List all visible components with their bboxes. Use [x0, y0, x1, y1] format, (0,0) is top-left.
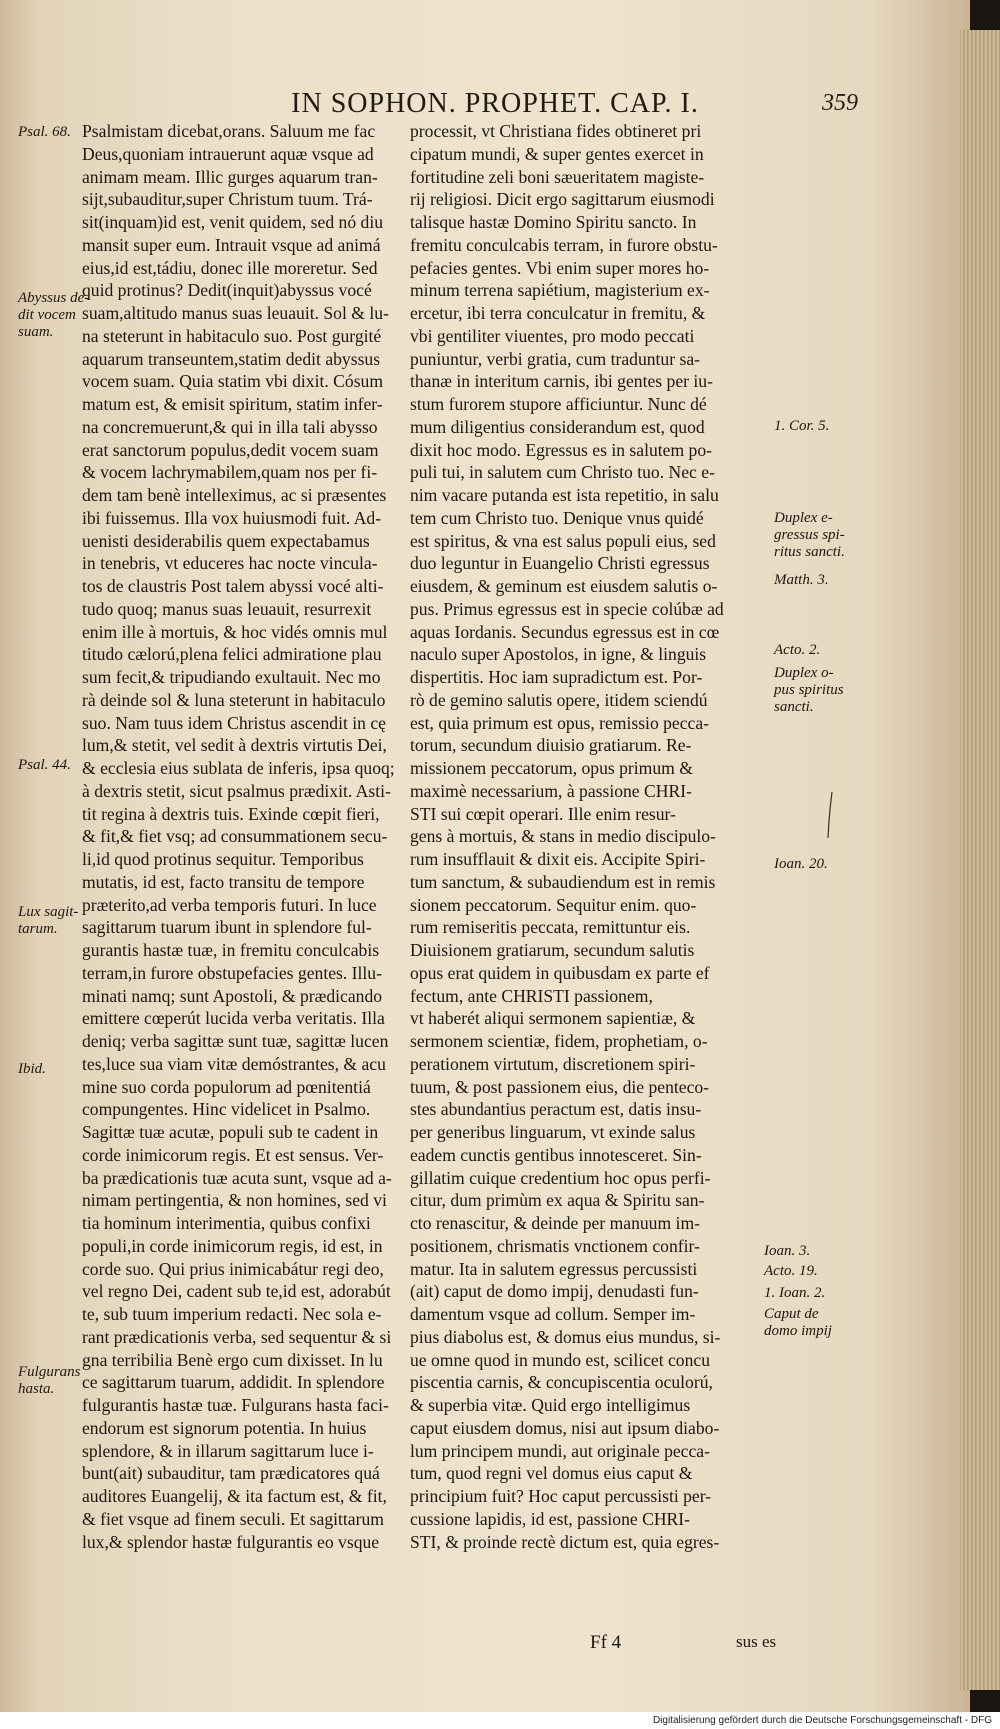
text-line: corde inimicorum regis. Et est sensus. Ver-	[82, 1144, 384, 1165]
text-line: sit(inquam)id est, venit quidem, sed nó diu	[82, 212, 384, 232]
text-line: enim ille à mortuis, & hoc vidés omnis mul	[82, 621, 388, 642]
text-line: compungentes. Hinc videlicet in Psalmo.	[82, 1099, 371, 1120]
text-line: & fit,& fiet vsq; ad consummationem secu-	[82, 826, 388, 847]
text-line: rum remiseritis peccata, remittuntur eis.	[410, 917, 691, 938]
text-line: tum sanctum, & subaudiendum est in remis	[410, 871, 716, 892]
text-line: & ecclesia eius sublata de inferis, ipsa quoq;	[82, 758, 395, 778]
text-line: lum principem mundi, aut originale pecca-	[410, 1440, 710, 1461]
text-line: tudo quoq; manus suas leuauit, resurrexit	[82, 598, 372, 619]
text-line: rà deinde sol & luna steterunt in habitaculo	[82, 689, 386, 710]
text-line: tuum, & post passionem eius, die penteco-	[410, 1076, 710, 1097]
text-line: fremitu conculcabis terram, in furore obstu-	[410, 234, 718, 255]
margin-note-right	[774, 418, 829, 435]
text-line: rum insufflauit & dixit eis. Accipite Spiri-	[410, 849, 706, 869]
text-line: mum diligentius considerandum est, quod	[410, 416, 705, 437]
running-head: IN SOPHON. PROPHET. CAP. I.	[291, 88, 699, 119]
text-line: sionem peccatorum. Sequitur enim. quo-	[410, 894, 697, 915]
text-line: lux,& splendor hastæ fulgurantis eo vsque	[82, 1531, 380, 1552]
text-line: opus erat quidem in quibusdam ex parte ef	[410, 962, 710, 983]
text-line: vt haberét aliqui sermonem sapientiæ, &	[410, 1008, 696, 1029]
margin-note-line: sancti.	[774, 699, 814, 715]
text-line: STI, & proinde rectè dictum est, quia egres-	[410, 1531, 720, 1552]
text-line: ibi fuissemus. Illa vox huiusmodi fuit. Ad-	[82, 507, 382, 528]
text-line: aquarum transeuntem,statim dedit abyssus	[82, 348, 381, 369]
margin-note-line: ritus sancti.	[774, 544, 845, 560]
text-line: cipatum mundi, & super gentes exercet in	[410, 143, 704, 164]
text-line: eiusdem, & geminum est eiusdem salutis o-	[410, 576, 718, 596]
margin-note-right	[764, 1306, 832, 1340]
margin-note-line: tarum.	[18, 921, 58, 937]
margin-note-line: Lux sagit-	[18, 904, 79, 920]
text-line: & fiet vsque ad finem seculi. Et sagittarum	[82, 1508, 384, 1529]
text-line: à dextris stetit, sicut psalmus prædixit. Asti-	[82, 780, 391, 801]
text-line: titudo cælorú,plena felici admiratione plau	[82, 644, 382, 665]
text-line: & superbia vitæ. Quid ergo intelligimus	[410, 1395, 691, 1415]
text-line: eadem cunctis gentibus innotesceret. Sin-	[410, 1144, 702, 1165]
text-line: Sagittæ tuæ acutæ, populi sub te cadent in	[82, 1122, 379, 1142]
margin-note-line: gressus spi-	[774, 527, 845, 543]
text-line: matum est, & emisit spiritum, statim infer-	[82, 394, 383, 414]
text-line: est, quia primum est opus, remissio pecca-	[410, 712, 710, 733]
margin-note-right	[774, 665, 844, 716]
text-line: torum, secundum diuisio gratiarum. Re-	[410, 735, 692, 756]
text-line: Diuisionem gratiarum, secundum salutis	[410, 940, 695, 960]
text-line: tes,luce sua viam vitæ demóstrantes, & acu	[82, 1053, 386, 1074]
text-line: minum terrena sapiétium, magisterium ex-	[410, 280, 710, 301]
text-line: tit regina à dextris tuis. Exinde cœpit fieri,	[82, 803, 380, 824]
margin-note-right	[774, 642, 820, 659]
text-line: gens à mortuis, & stans in medio discipulo-	[410, 826, 716, 847]
text-line: deniq; verba sagittæ sunt tuæ, sagittæ lucen	[82, 1031, 389, 1051]
text-line: minati namq; sunt Apostoli, & prædicando	[82, 985, 383, 1006]
text-line: li,id quod protinus sequitur. Temporibus	[82, 849, 364, 869]
text-line: puniuntur, verbi gratia, cum traduntur sa-	[410, 348, 700, 369]
text-line: gna terribilia Benè ergo cum dixisset. In lu	[82, 1349, 383, 1370]
text-line: rant prædicationis verba, sed sequentur & si	[82, 1326, 392, 1347]
margin-note-left	[18, 124, 71, 141]
text-line: ce sagittarum tuarum, addidit. In splendore	[82, 1372, 385, 1393]
text-line: thanæ in interitum carnis, ibi gentes per iu-	[410, 371, 713, 392]
margin-note-line: Psal. 68.	[18, 124, 71, 140]
margin-note-line: Ioan. 3.	[764, 1243, 811, 1259]
text-line: uenisti desiderabilis quem expectabamus	[82, 530, 370, 551]
margin-note-line: suam.	[18, 324, 54, 340]
text-line: lum,& stetit, vel sedit à dextris virtutis Dei,	[82, 735, 387, 756]
text-line: rij religiosi. Dicit ergo sagittarum eiusmodi	[410, 189, 715, 210]
text-line: Deus,quoniam intrauerunt aquæ vsque ad	[82, 143, 374, 164]
text-line: (ait) caput de domo impij, denudasti fun-	[410, 1281, 699, 1302]
text-line: & vocem lachrymabilem,quam nos per fi-	[82, 462, 378, 483]
text-line: caput eiusdem domus, nisi aut ipsum diabo-	[410, 1417, 720, 1438]
text-line: vbi gentiliter viuentes, pro modo peccati	[410, 325, 695, 346]
margin-note-left	[18, 1364, 81, 1398]
text-line: maximè necessarium, à passione CHRI-	[410, 780, 692, 801]
text-line: tum, quod regni vel domus eius caput &	[410, 1463, 693, 1484]
folio-number: 359	[822, 90, 858, 116]
text-line: fectum, ante CHRISTI passionem,	[410, 985, 653, 1006]
text-line: na steterunt in habitaculo suo. Post gurgité	[82, 325, 382, 346]
margin-note-line: Duplex e-	[774, 510, 833, 526]
text-line: principium fuit? Hoc caput percussisti per-	[410, 1486, 712, 1506]
left-text-column	[82, 120, 412, 1553]
margin-note-right	[774, 510, 845, 561]
text-line: terram,in furore obstupefacies gentes. Illu-	[82, 962, 382, 983]
text-line: per generibus linguarum, vt exinde salus	[410, 1122, 696, 1142]
text-line: pius diabolus est, & domus eius mundus, si-	[410, 1326, 721, 1347]
margin-note-line: hasta.	[18, 1381, 55, 1397]
text-line: talisque hastæ Domino Spiritu sancto. In	[410, 212, 697, 232]
catchword: sus es	[736, 1632, 777, 1651]
margin-note-line: 1. Ioan. 2.	[764, 1285, 826, 1301]
margin-note-right	[774, 856, 828, 873]
digitization-credit: Digitalisierung gefördert durch die Deutsche Forschungsgemeinschaft - DFG	[0, 1712, 1000, 1729]
text-line: missionem peccatorum, opus primum &	[410, 758, 693, 778]
margin-note-line: Acto. 19.	[764, 1263, 818, 1279]
text-line: nimam pertingentia, & non homines, sed vi	[82, 1190, 387, 1211]
text-line: est spiritus, & vna est salus populi eius, sed	[410, 530, 716, 551]
text-line: Psalmistam dicebat,orans. Saluum me fac	[82, 121, 376, 141]
margin-note-line: Matth. 3.	[774, 572, 829, 588]
margin-note-line: Abyssus de-	[18, 290, 90, 306]
margin-note-right	[764, 1243, 810, 1260]
text-line: STI sui cœpit operari. Ille enim resur-	[410, 803, 676, 824]
margin-note-left	[18, 290, 89, 341]
text-line: stes abundantius peractum est, datis insu-	[410, 1099, 702, 1120]
text-line: cussione lapidis, id est, passione CHRI-	[410, 1508, 691, 1529]
text-line: tia hominum interimentia, quibus confixi	[82, 1213, 371, 1233]
text-line: cto renascitur, & deinde per manuum im-	[410, 1213, 700, 1233]
text-line: erat sanctorum populus,dedit vocem suam	[82, 439, 379, 460]
text-line: mutatis, id est, facto transitu de tempore	[82, 871, 365, 892]
margin-note-line: 1. Cor. 5.	[774, 418, 830, 434]
text-line: fulgurantis hastæ tuæ. Fulgurans hasta faci-	[82, 1395, 389, 1415]
text-line: dispertitis. Hoc iam supradictum est. Por-	[410, 667, 703, 687]
text-line: fortitudine zeli boni sæueritatem magiste-	[410, 166, 705, 187]
text-line: pus. Primus egressus est in specie colúbæ ad	[410, 598, 724, 619]
text-line: na concremuerunt,& qui in illa tali abysso	[82, 416, 378, 437]
text-line: dem tam benè intelleximus, ac si præsentes	[82, 485, 387, 505]
margin-note-line: pus spiritus	[774, 682, 844, 698]
text-line: animam meam. Illic gurges aquarum tran-	[82, 166, 378, 187]
margin-note-right	[764, 1263, 818, 1280]
margin-note-right	[774, 572, 829, 589]
margin-note-left	[18, 1061, 46, 1078]
text-line: suam,altitudo manus suas leuauit. Sol & lu-	[82, 303, 389, 323]
margin-note-line: Psal. 44.	[18, 757, 71, 773]
text-line: stum furorem stupore afficiuntur. Nunc dé	[410, 394, 707, 414]
text-line: quid protinus? Dedit(inquit)abyssus vocé	[82, 280, 372, 301]
text-line: gurantis hastæ tuæ, in fremitu conculcabis	[82, 940, 380, 960]
text-line: duo leguntur in Euangelio Christi egressus	[410, 553, 710, 574]
text-line: splendore, & in illarum sagittarum luce i-	[82, 1440, 374, 1461]
text-line: ercetur, ibi terra conculcatur in fremitu, &	[410, 303, 706, 323]
text-line: sum fecit,& tripudiando exultauit. Nec mo	[82, 667, 381, 687]
page-edge-stack	[960, 30, 1000, 1690]
signature-mark: Ff 4	[590, 1632, 622, 1653]
text-line: piscentia carnis, & concupiscentia oculorú,	[410, 1372, 713, 1393]
margin-note-left	[18, 757, 71, 774]
text-line: nim vacare putanda est ista repetitio, in salu	[410, 485, 719, 505]
text-line: aquas Iordanis. Secundus egressus est in cœ	[410, 621, 720, 642]
text-line: tos de claustris Post talem abyssi vocé alti-	[82, 576, 384, 596]
pen-stroke-mark	[826, 790, 834, 840]
margin-note-left	[18, 904, 78, 938]
text-line: citur, dum primùm ex aqua & Spiritu san-	[410, 1190, 705, 1211]
text-line: puli tui, in salutem cum Christo tuo. Nec e-	[410, 462, 715, 483]
margin-note-line: Duplex o-	[774, 665, 834, 681]
text-line: te, sub tuum imperium redacti. Nec sola e-	[82, 1304, 382, 1324]
margin-note-line: Acto. 2.	[774, 642, 821, 658]
text-line: endorum est signorum potentia. In huius	[82, 1417, 367, 1438]
margin-note-line: Ioan. 20.	[774, 856, 828, 872]
margin-note-line: Caput de	[764, 1306, 819, 1322]
text-line: emittere cœperút lucida verba veritatis. Illa	[82, 1008, 385, 1029]
text-line: dixit hoc modo. Egressus es in salutem po-	[410, 439, 712, 460]
margin-note-line: domo impij	[764, 1323, 832, 1339]
text-line: gillatim cuique credentium hoc opus perfi-	[410, 1167, 711, 1188]
text-line: populi,in corde inimicorum regis, id est, in	[82, 1235, 383, 1256]
text-line: sermonem scientiæ, fidem, prophetiam, o-	[410, 1031, 708, 1051]
text-line: sagittarum tuarum ibunt in splendore ful-	[82, 917, 372, 938]
text-line: tem cum Christo tuo. Denique vnus quidé	[410, 507, 704, 528]
margin-note-line: Fulgurans	[18, 1364, 81, 1380]
text-line: damentum vsque ad collum. Semper im-	[410, 1304, 696, 1324]
text-line: mine suo corda populorum ad pœnitentiá	[82, 1076, 371, 1097]
text-line: in tenebris, vt educeres hac nocte vincula-	[82, 553, 378, 574]
text-line: naculo super Apostolos, in igne, & linguis	[410, 644, 707, 665]
margin-note-line: Ibid.	[18, 1061, 46, 1077]
margin-note-right	[764, 1285, 825, 1302]
text-line: matur. Ita in salutem egressus percussisti	[410, 1258, 698, 1279]
margin-note-line: dit vocem	[18, 307, 76, 323]
text-line: bunt(ait) subauditur, tam prædicatores quá	[82, 1463, 380, 1484]
text-line: positionem, chrismatis vnctionem confir-	[410, 1235, 700, 1256]
text-line: vocem suam. Quia statim vbi dixit. Cósum	[82, 371, 384, 392]
text-line: corde suo. Qui prius inimicabátur regi deo,	[82, 1258, 384, 1279]
text-line: perationem virtutum, discretionem spiri-	[410, 1053, 696, 1074]
right-text-column	[410, 120, 778, 1553]
text-line: eius,id est,tádiu, donec ille moreretur. Sed	[82, 257, 378, 278]
text-line: præterito,ad verba temporis futuri. In luce	[82, 894, 377, 915]
text-line: processit, vt Christiana fides obtineret pri	[410, 121, 702, 141]
text-line: pefacies gentes. Vbi enim super mores ho-	[410, 257, 710, 278]
text-line: ba prædicationis tuæ acuta sunt, vsque ad a-	[82, 1167, 392, 1188]
text-line: suo. Nam tuus idem Christus ascendit in cę	[82, 712, 386, 733]
text-line: ue omne quod in mundo est, scilicet concu	[410, 1349, 711, 1370]
text-line: mansit super eum. Intrauit vsque ad animá	[82, 234, 381, 255]
text-line: rò de gemino salutis opere, itidem sciendú	[410, 689, 708, 710]
text-line: auditores Euangelij, & ita factum est, & fit,	[82, 1486, 387, 1506]
text-line: sijt,subauditur,super Christum tuum. Trá-	[82, 189, 373, 210]
text-line: vel regno Dei, cadent sub te,id est, adorabút	[82, 1281, 391, 1302]
